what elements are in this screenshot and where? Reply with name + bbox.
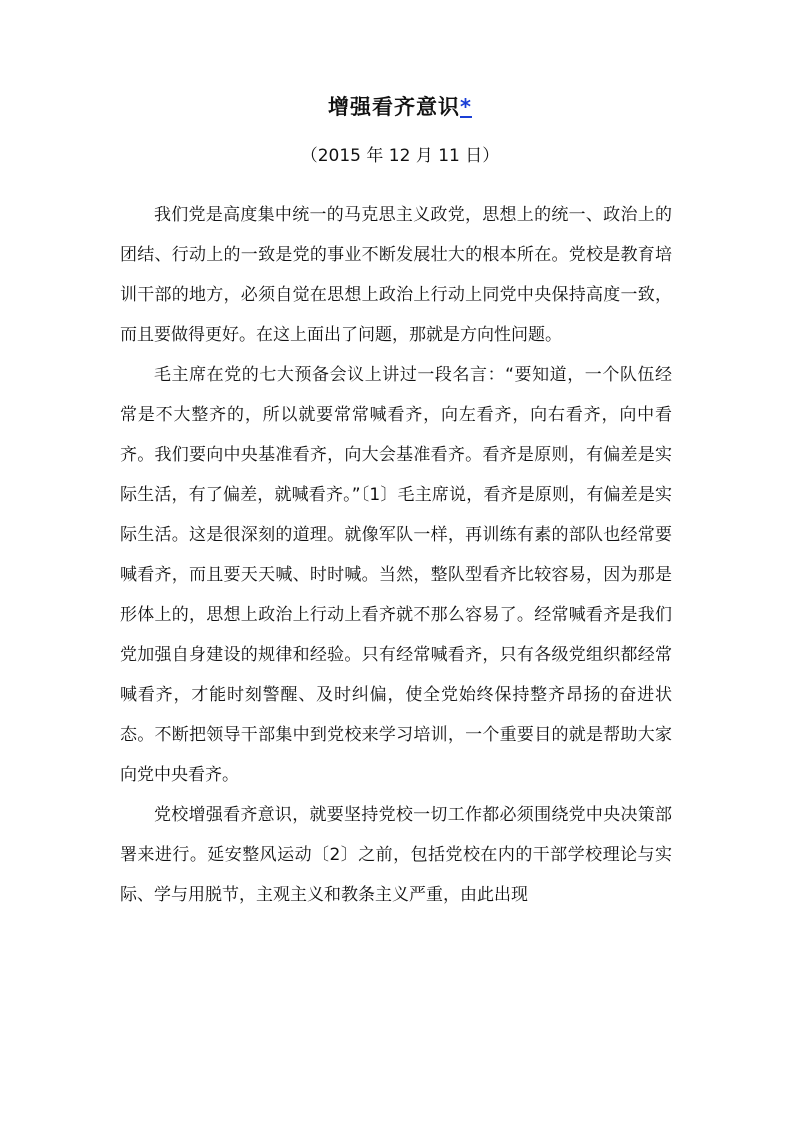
paragraph: 我们党是高度集中统一的马克思主义政党，思想上的统一、政治上的团结、行动上的一致是党的事业不断发展壮大的根本所在。党校是教育培训干部的地方，必须自觉在思想上政治上行动上同党中央保持高度一致，而且要做得更好。在这上面出了问题，那就是方向性问题。 bbox=[120, 205, 672, 345]
title-footnote-link[interactable]: * bbox=[460, 95, 472, 119]
page-title bbox=[0, 91, 800, 123]
paragraph: 党校增强看齐意识，就要坚持党校一切工作都必须围绕党中央决策部署来进行。延安整风运动〔2〕之前，包括党校在内的干部学校理论与实际、学与用脱节，主观主义和教条主义严重，由此出现 bbox=[120, 805, 672, 905]
document-date: （2015 年 12 月 11 日） bbox=[300, 146, 500, 166]
document-body bbox=[120, 195, 672, 915]
paragraph: 毛主席在党的七大预备会议上讲过一段名言：“要知道，一个队伍经常是不大整齐的，所以就要常常喊看齐，向左看齐，向右看齐，向中看齐。我们要向中央基准看齐，向大会基准看齐。看齐是原则，有偏差是实际生活，有了偏差，就喊看齐。”〔1〕毛主席说，看齐是原则，有偏差是实际生活。这是很深刻的道理。就像军队一样，再训练有素的部队也经常要喊看齐，而且要天天喊、时时喊。当然，整队型看齐比较容易，因为那是形体上的，思想上政治上行动上看齐就不那么容易了。经常喊看齐是我们党加强自身建设的规律和经验。只有经常喊看齐，只有各级党组织都经常喊看齐，才能时刻警醒、及时纠偏，使全党始终保持整齐昂扬的奋进状态。不断把领导干部集中到党校来学习培训，一个重要目的就是帮助大家向党中央看齐。 bbox=[120, 365, 672, 785]
title-text: 增强看齐意识 bbox=[328, 95, 460, 119]
